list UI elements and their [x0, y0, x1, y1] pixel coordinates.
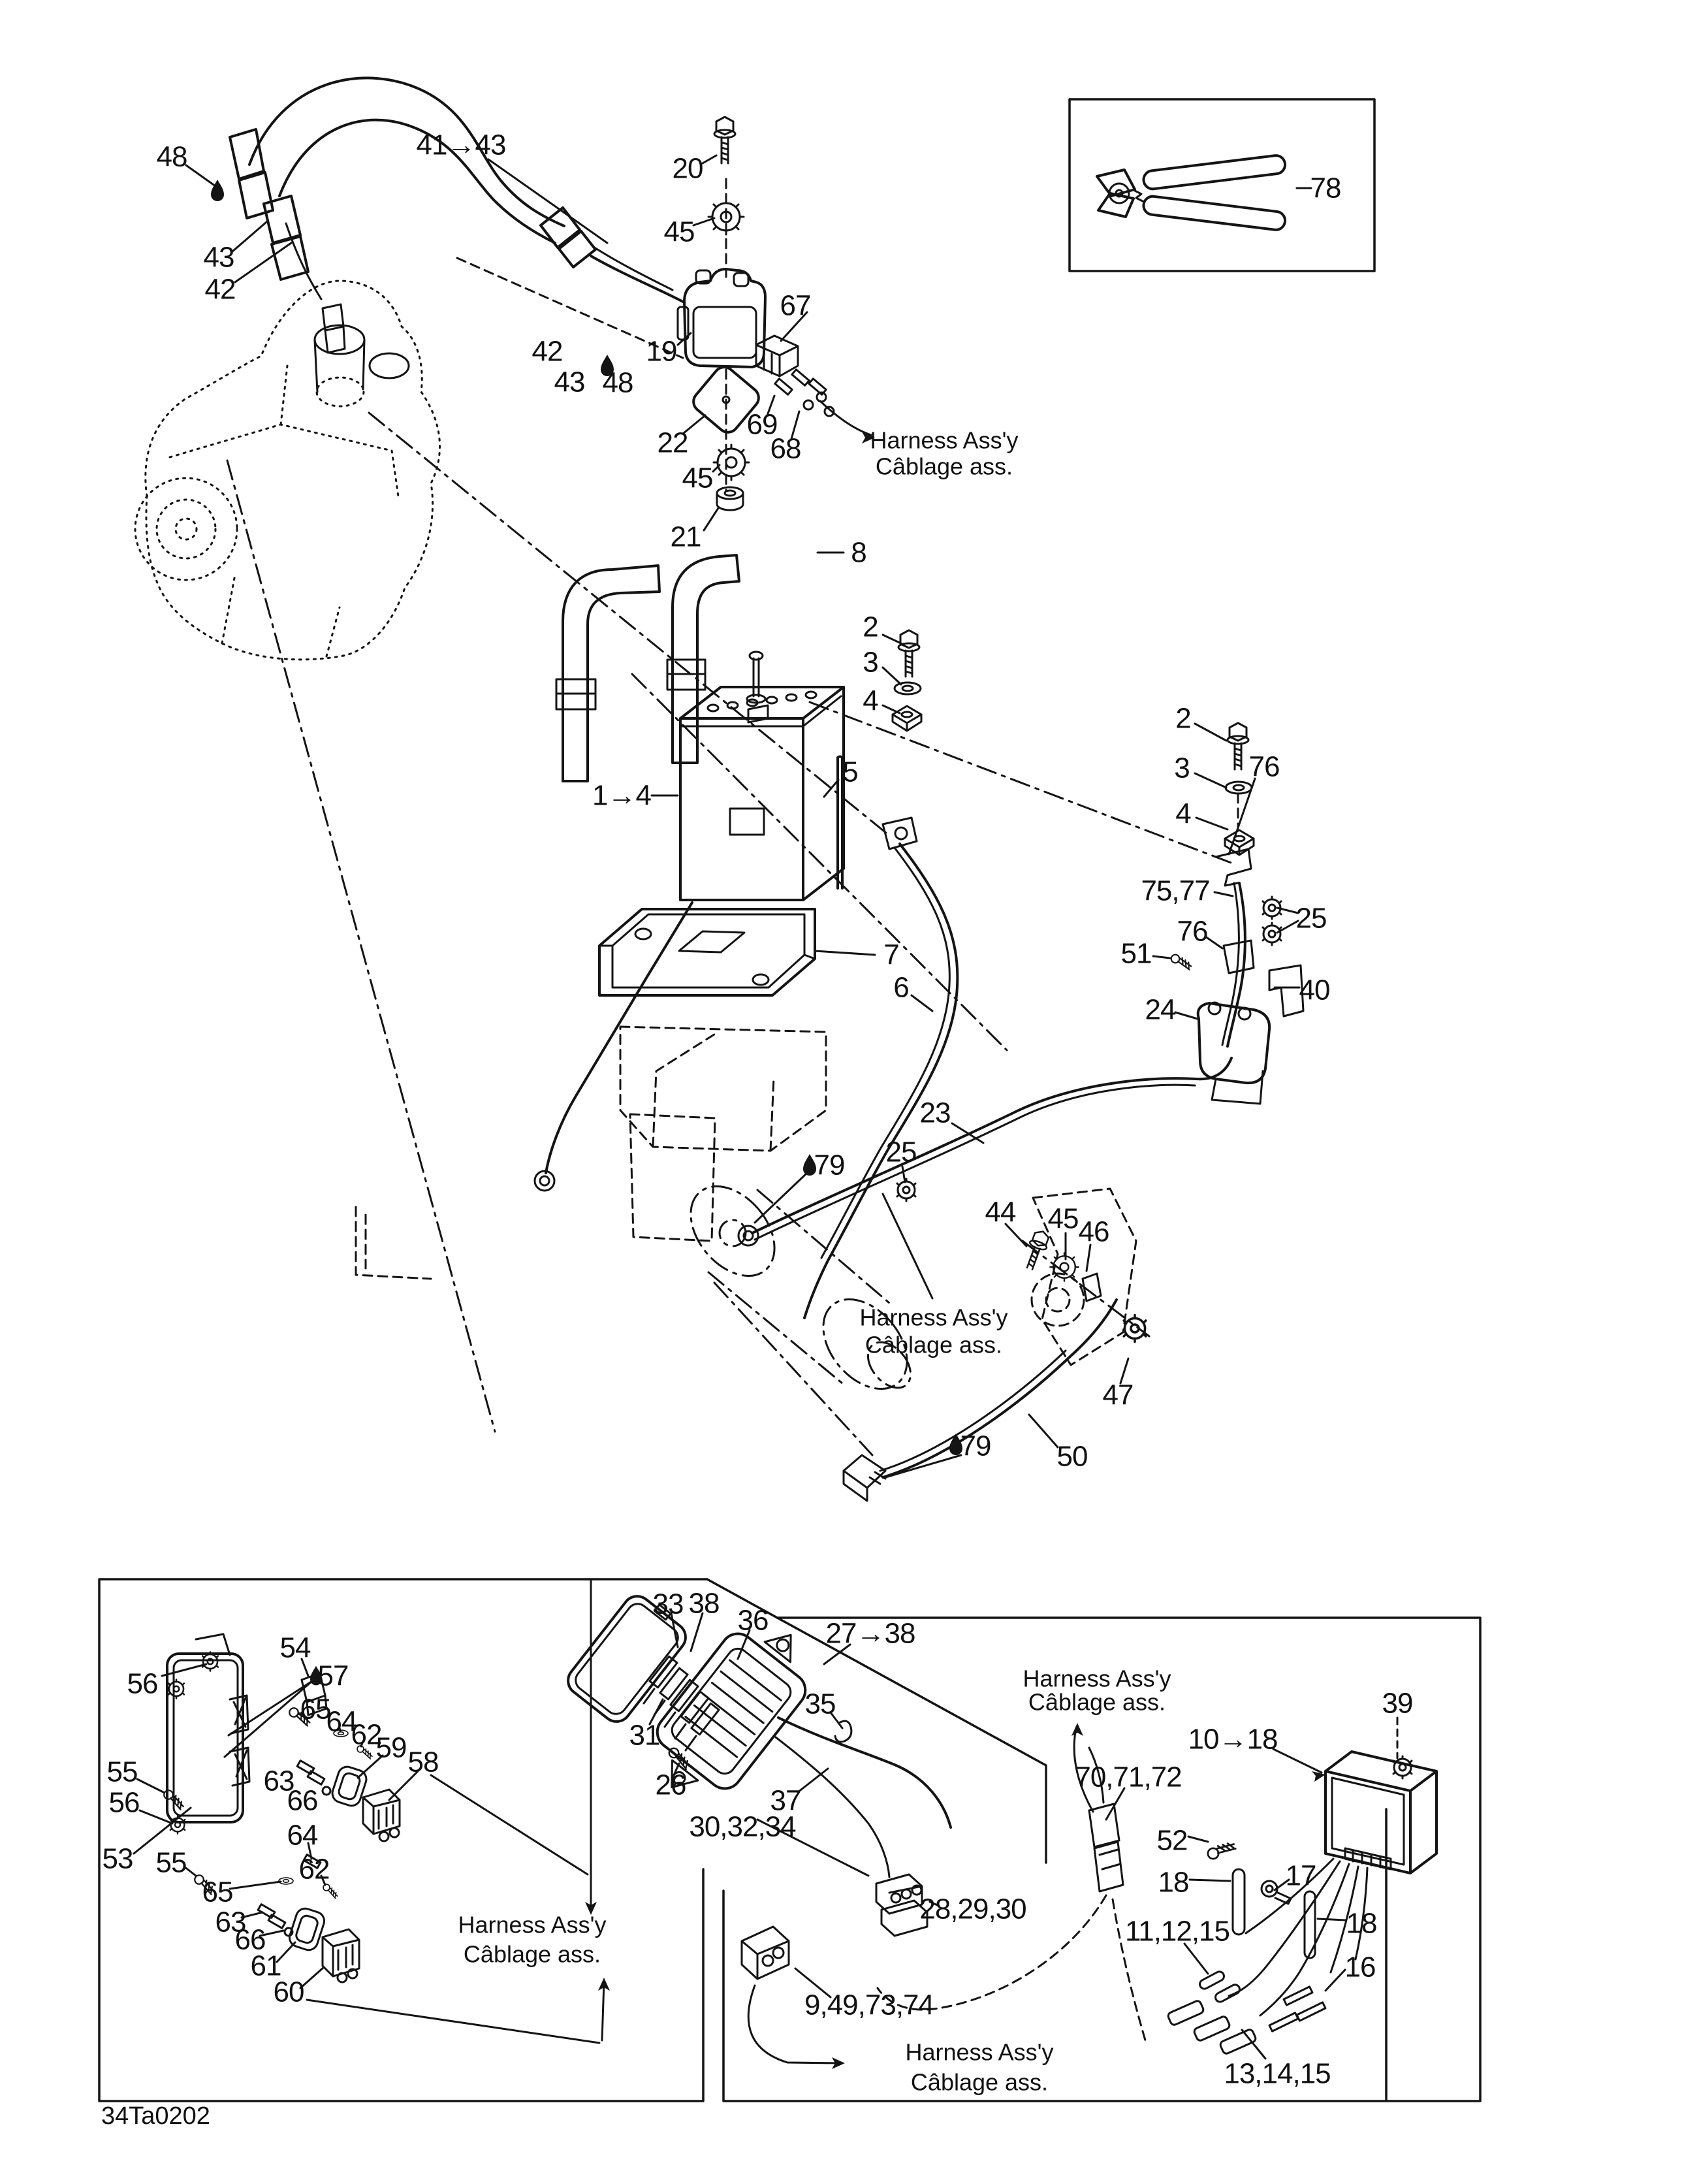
harness-right-line1: Harness Ass'y	[1023, 1665, 1171, 1692]
callout-11-12-15: 11,12,15	[1124, 1915, 1230, 1948]
harness-arrows	[307, 401, 1325, 2069]
callout-76a: 76	[1248, 750, 1280, 783]
callout-48b: 48	[602, 366, 633, 399]
terminal-bolt	[754, 658, 759, 696]
pin-66a	[323, 1787, 330, 1795]
callout-9-49-73-74: 9,49,73,74	[804, 1989, 934, 2021]
spark-plug	[323, 304, 345, 353]
callout-30-32-34: 30,32,34	[689, 1810, 796, 1843]
callout-38: 38	[688, 1587, 720, 1620]
callout-47: 47	[1102, 1379, 1134, 1411]
callout-45c: 45	[1047, 1202, 1079, 1235]
harness-coil-line1: Harness Ass'y	[870, 426, 1019, 454]
callout-79b: 79	[960, 1430, 991, 1462]
callout-28-29-30: 28,29,30	[919, 1893, 1026, 1925]
harness-coil-line2: Câblage ass.	[875, 453, 1013, 480]
callout-68: 68	[770, 432, 801, 465]
shrink-tube-18	[1233, 1869, 1245, 1935]
harness-starter-line2: Câblage ass.	[865, 1331, 1003, 1358]
callout-65a: 65	[300, 1693, 331, 1726]
callout-70-71-72: 70,71,72	[1075, 1761, 1182, 1793]
callout-39: 39	[1382, 1687, 1413, 1720]
engine-sketch	[135, 281, 440, 660]
battery-tray	[599, 909, 815, 995]
cable-bracket-76a	[1216, 849, 1251, 886]
callout-56a: 56	[127, 1667, 158, 1700]
callout-57: 57	[317, 1660, 349, 1692]
intake-horn	[370, 353, 409, 378]
wire-50-connector	[844, 1455, 885, 1501]
callout-65b: 65	[202, 1876, 233, 1908]
connector-60	[323, 1929, 359, 1982]
harness-bottom-line2: Câblage ass.	[910, 2068, 1049, 2096]
callout-64a: 64	[326, 1705, 357, 1738]
callout-61: 61	[250, 1950, 281, 1982]
tie-35	[835, 1721, 851, 1742]
connectors-11-12-15	[1198, 1970, 1241, 2003]
battery-strap	[563, 566, 659, 781]
callout-46: 46	[1078, 1215, 1109, 1248]
connectors-13-14-15	[1167, 2000, 1256, 2055]
plug-boot-3	[541, 208, 595, 267]
callout-48a: 48	[156, 140, 187, 173]
callout-58: 58	[407, 1746, 439, 1778]
callout-56b: 56	[108, 1786, 140, 1819]
callout-31: 31	[629, 1719, 660, 1752]
negative-cable	[546, 903, 692, 1173]
callout-55b: 55	[155, 1846, 187, 1879]
screw-52	[1206, 1837, 1237, 1864]
callout-44: 44	[985, 1196, 1016, 1228]
starter-motor-ghost	[674, 1170, 924, 1405]
callout-1-4: 1→4	[592, 779, 651, 812]
callout-59: 59	[375, 1731, 407, 1764]
callout-53: 53	[102, 1842, 133, 1875]
callout-7: 7	[883, 939, 899, 971]
bolt-44	[1021, 1228, 1051, 1272]
ecu-module	[167, 1654, 243, 1822]
callout-13-14-15: 13,14,15	[1224, 2057, 1331, 2090]
callout-64b: 64	[287, 1819, 318, 1852]
callout-25b: 25	[885, 1136, 917, 1168]
callout-78: 78	[1310, 172, 1341, 204]
callout-24: 24	[1145, 993, 1176, 1026]
callout-45a: 45	[663, 216, 695, 248]
callout-69: 69	[746, 408, 778, 441]
battery-screw-set-right	[1225, 723, 1254, 855]
plug-boot-1	[230, 129, 273, 218]
alignment-lines	[227, 413, 1233, 1455]
connector-9-49-73-74	[742, 1927, 789, 1979]
callout-62b: 62	[298, 1853, 330, 1886]
callout-layer	[103, 129, 1413, 2096]
callout-63b: 63	[215, 1906, 246, 1938]
callout-8: 8	[851, 536, 866, 569]
callout-23: 23	[919, 1097, 951, 1129]
callout-41-43: 41→43	[416, 129, 506, 161]
callout-55a: 55	[106, 1756, 138, 1788]
callout-45b: 45	[682, 462, 713, 494]
harness-leftbox-line2: Câblage ass.	[463, 1940, 601, 1968]
connector-58	[363, 1790, 400, 1841]
bracket-40	[1269, 965, 1303, 1016]
harness-right-line2: Câblage ass.	[1028, 1688, 1166, 1716]
figure-code: 34Ta0202	[101, 2102, 210, 2130]
rod	[838, 756, 842, 888]
callout-6: 6	[893, 971, 909, 1004]
callout-3a: 3	[863, 646, 878, 679]
callout-75-77: 75,77	[1141, 875, 1210, 907]
starter-cable-75-77	[1222, 883, 1239, 1045]
bottom-left-box	[99, 1579, 707, 2101]
crimping-tool	[1097, 155, 1286, 231]
callout-42a: 42	[204, 273, 236, 306]
callout-62a: 62	[351, 1718, 382, 1751]
callout-5: 5	[842, 756, 858, 788]
callout-4b: 4	[1175, 797, 1191, 830]
callout-40: 40	[1299, 974, 1330, 1006]
callout-3b: 3	[1174, 752, 1190, 784]
wire-37a	[778, 1718, 951, 1827]
callout-42b: 42	[532, 335, 563, 368]
callout-76b: 76	[1177, 915, 1208, 948]
callout-19: 19	[646, 335, 677, 368]
callout-27-38: 27→38	[825, 1617, 915, 1650]
callout-4a: 4	[863, 684, 878, 717]
harness-starter-line1: Harness Ass'y	[859, 1304, 1008, 1331]
cdi-box	[1325, 1752, 1436, 1873]
coil-bolt	[714, 117, 735, 163]
callout-22: 22	[657, 426, 688, 459]
spark-plug-wires	[211, 78, 683, 376]
harness-bottom-line1: Harness Ass'y	[905, 2038, 1054, 2066]
callout-43b: 43	[554, 366, 585, 398]
terminals-63a	[297, 1761, 325, 1785]
callout-25a: 25	[1295, 902, 1327, 935]
callout-20: 20	[672, 152, 703, 185]
callout-37: 37	[770, 1784, 801, 1817]
callout-18a: 18	[1158, 1866, 1189, 1899]
callout-2b: 2	[1175, 702, 1191, 735]
callout-67: 67	[780, 289, 811, 322]
callout-16: 16	[1344, 1951, 1376, 1983]
terminal-set	[775, 370, 834, 416]
recoil-starter-circle	[135, 478, 237, 580]
ecu-module-group	[161, 1631, 400, 1982]
callout-17: 17	[1285, 1859, 1316, 1892]
callout-52: 52	[1156, 1824, 1188, 1857]
flange-nut	[717, 487, 743, 510]
ignition-coil	[684, 269, 765, 367]
callout-10-18: 10→18	[1188, 1723, 1278, 1756]
callout-18b: 18	[1346, 1907, 1377, 1940]
callout-66b: 66	[234, 1923, 266, 1956]
callout-43a: 43	[203, 241, 234, 274]
callout-79a: 79	[814, 1149, 845, 1181]
lock-washer	[714, 445, 749, 480]
callout-63a: 63	[263, 1765, 294, 1797]
callout-26: 26	[655, 1769, 686, 1801]
callout-50: 50	[1056, 1440, 1088, 1473]
plug-boot-2	[264, 196, 308, 280]
callout-36: 36	[737, 1604, 769, 1637]
callout-2a: 2	[863, 611, 878, 643]
callout-35: 35	[804, 1688, 836, 1720]
callout-60: 60	[273, 1976, 304, 2008]
callout-66a: 66	[287, 1784, 318, 1817]
flammable-icon	[211, 180, 224, 201]
callout-54: 54	[279, 1631, 311, 1664]
callout-21: 21	[670, 521, 701, 553]
harness-leftbox-line1: Harness Ass'y	[458, 1911, 607, 1938]
terminals-16	[1269, 1987, 1325, 2031]
callout-33: 33	[652, 1588, 684, 1620]
callout-51: 51	[1120, 937, 1152, 970]
